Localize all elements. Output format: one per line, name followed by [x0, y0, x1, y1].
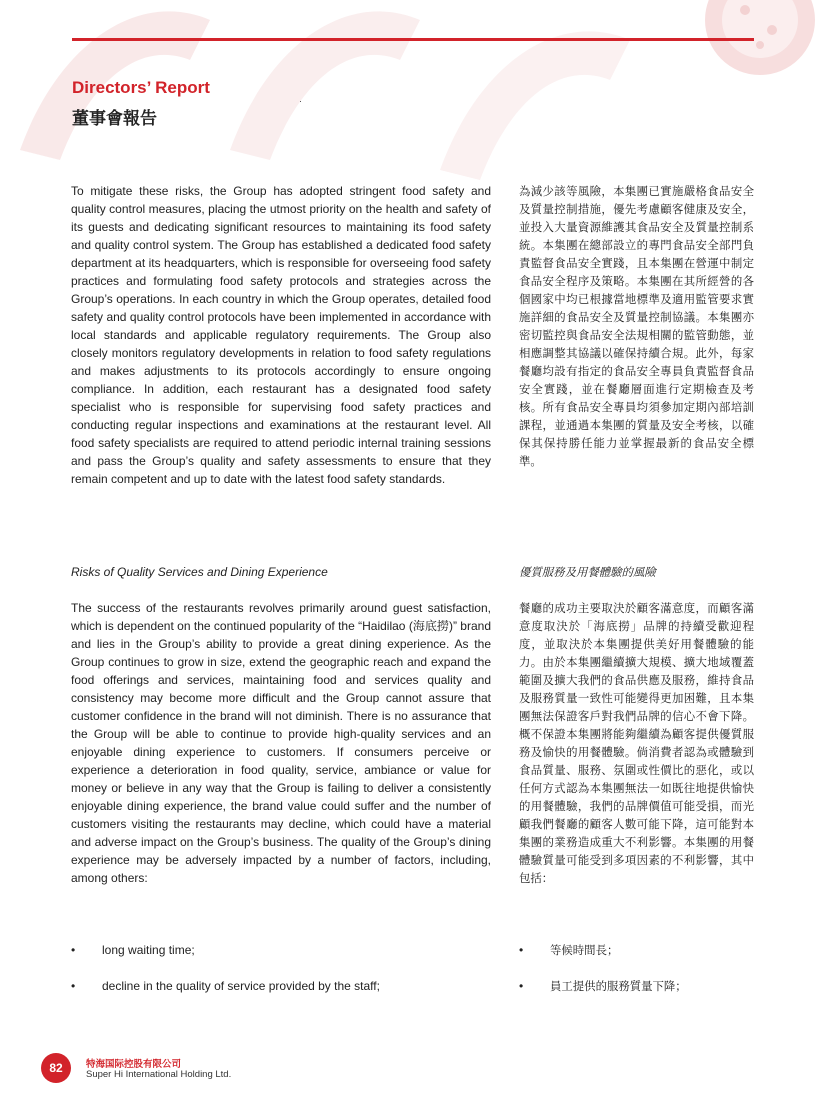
bullet-dot: •: [71, 979, 76, 993]
bullet-text: long waiting time;: [102, 943, 195, 957]
paragraph-mitigation-en: To mitigate these risks, the Group has adopted stringent food safety and quality control measures, placing the utmost priority on the health and safety of its guests and dedicating significant resources to maintaining its food safety and quality control system. The Group has established a dedicated food safety department at its headquarters, which is responsible for overseeing food safety practices and formulating food safety protocols and strategies across the Group’s operations. In each country in which the Group operates, detailed food safety and quality control protocols have been implemented in accordance with local standards and applicable regulatory requirements. The Group also closely monitors regulatory developments in relation to food safety regulations and makes adjustments to its protocols accordingly to ensure ongoing compliance. In addition, each restaurant has a designated food safety specialist who is responsible for supervising food safety practices and conducting regular inspections and examinations at the restaurant level. All food safety specialists are required to attend periodic internal training sessions and pass the Group’s quality and safety assessments to ensure that they remain competent and up to date with the latest food safety standards.: [71, 184, 491, 486]
paragraph-mitigation-zh: 為減少該等風險，本集團已實施嚴格食品安全及質量控制措施，優先考慮顧客健康及安全，並投入大量資源維護其食品安全及質量控制系統。本集團在總部設立的專門食品安全部門負責監督食品安全實踐，且本集團在營運中制定食品安全程序及策略。本集團在其所經營的各個國家中均已根據當地標準及適用監管要求實施詳細的食品安全及質量控制協議。本集團亦密切監控與食品安全法規相關的監管動態，並相應調整其協議以確保持續合規。此外，每家餐廳均設有指定的食品安全專員負責監督食品安全實踐，並在餐廳層面進行定期檢查及考核。所有食品安全專員均須參加定期內部培訓課程，並通過本集團的質量及安全考核，以確保其保持勝任能力並掌握最新的食品安全標準。: [519, 184, 754, 468]
heading-quality-risks-en: Risks of Quality Services and Dining Experience: [71, 565, 328, 579]
page-title-chinese: 董事會報告: [72, 109, 157, 129]
bullet-dot: •: [519, 943, 524, 957]
bullet-text: 等候時間長；: [550, 943, 619, 957]
header-rule: [72, 38, 754, 41]
company-name: Super Hi International Holding Ltd.: [86, 1069, 232, 1080]
bullet-text: decline in the quality of service provided by the staff;: [102, 979, 380, 993]
page-title: Directors’ Report: [72, 78, 210, 97]
bullet-dot: •: [519, 979, 524, 993]
page-number: 82: [41, 1053, 71, 1083]
stray-dot: [300, 101, 301, 102]
paragraph-quality-en: The success of the restaurants revolves primarily around guest satisfaction, which is dependent on the continued popularity of the “Haidilao (海底撈)” brand and lies in the Group’s ability to provide a great dining experience. As the Group continues to grow in size, extend the geographic reach and expand the food offerings and services, maintaining food and services quality and consistency may become more difficult and the Group cannot assure that customer confidence in the brand will not diminish. There is no assurance that the Group will be able to continue to provide high-quality services and an enjoyable dining experience to customers. If consumers perceive or experience a deterioration in food quality, service, ambiance or value for money or believe in any way that the Group is failing to deliver a consistently enjoyable dining experience, the brand value could suffer and the number of customers visiting the restaurants may decline, which could have a material and adverse impact on the Group’s business. The quality of the Group’s dining experience may be adversely impacted by a number of factors, including, among others:: [71, 601, 491, 885]
company-name-chinese: 特海国际控股有限公司: [86, 1059, 182, 1070]
bullet-text: 員工提供的服務質量下降；: [550, 979, 687, 993]
paragraph-quality-zh: 餐廳的成功主要取決於顧客滿意度，而顧客滿意度取決於「海底撈」品牌的持續受歡迎程度，並取決於本集團提供美好用餐體驗的能力。由於本集團繼續擴大規模、擴大地域覆蓋範圍及擴大我們的食品供應及服務，維持食品及服務質量一致性可能變得更加困難，且本集團無法保證客戶對我們品牌的信心不會下降。概不保證本集團將能夠繼續為顧客提供優質服務及愉快的用餐體驗。倘消費者認為或體驗到食品質量、服務、氛圍或性價比的惡化，或以任何方式認為本集團無法一如既往地提供愉快的用餐體驗，我們的品牌價值可能受損，而光顧我們餐廳的顧客人數可能下降，這可能對本集團的業務造成重大不利影響。本集團的用餐體驗質量可能受到多項因素的不利影響，其中包括：: [519, 601, 754, 885]
heading-quality-risks-zh: 優質服務及用餐體驗的風險: [519, 565, 656, 579]
bullet-dot: •: [71, 943, 76, 957]
